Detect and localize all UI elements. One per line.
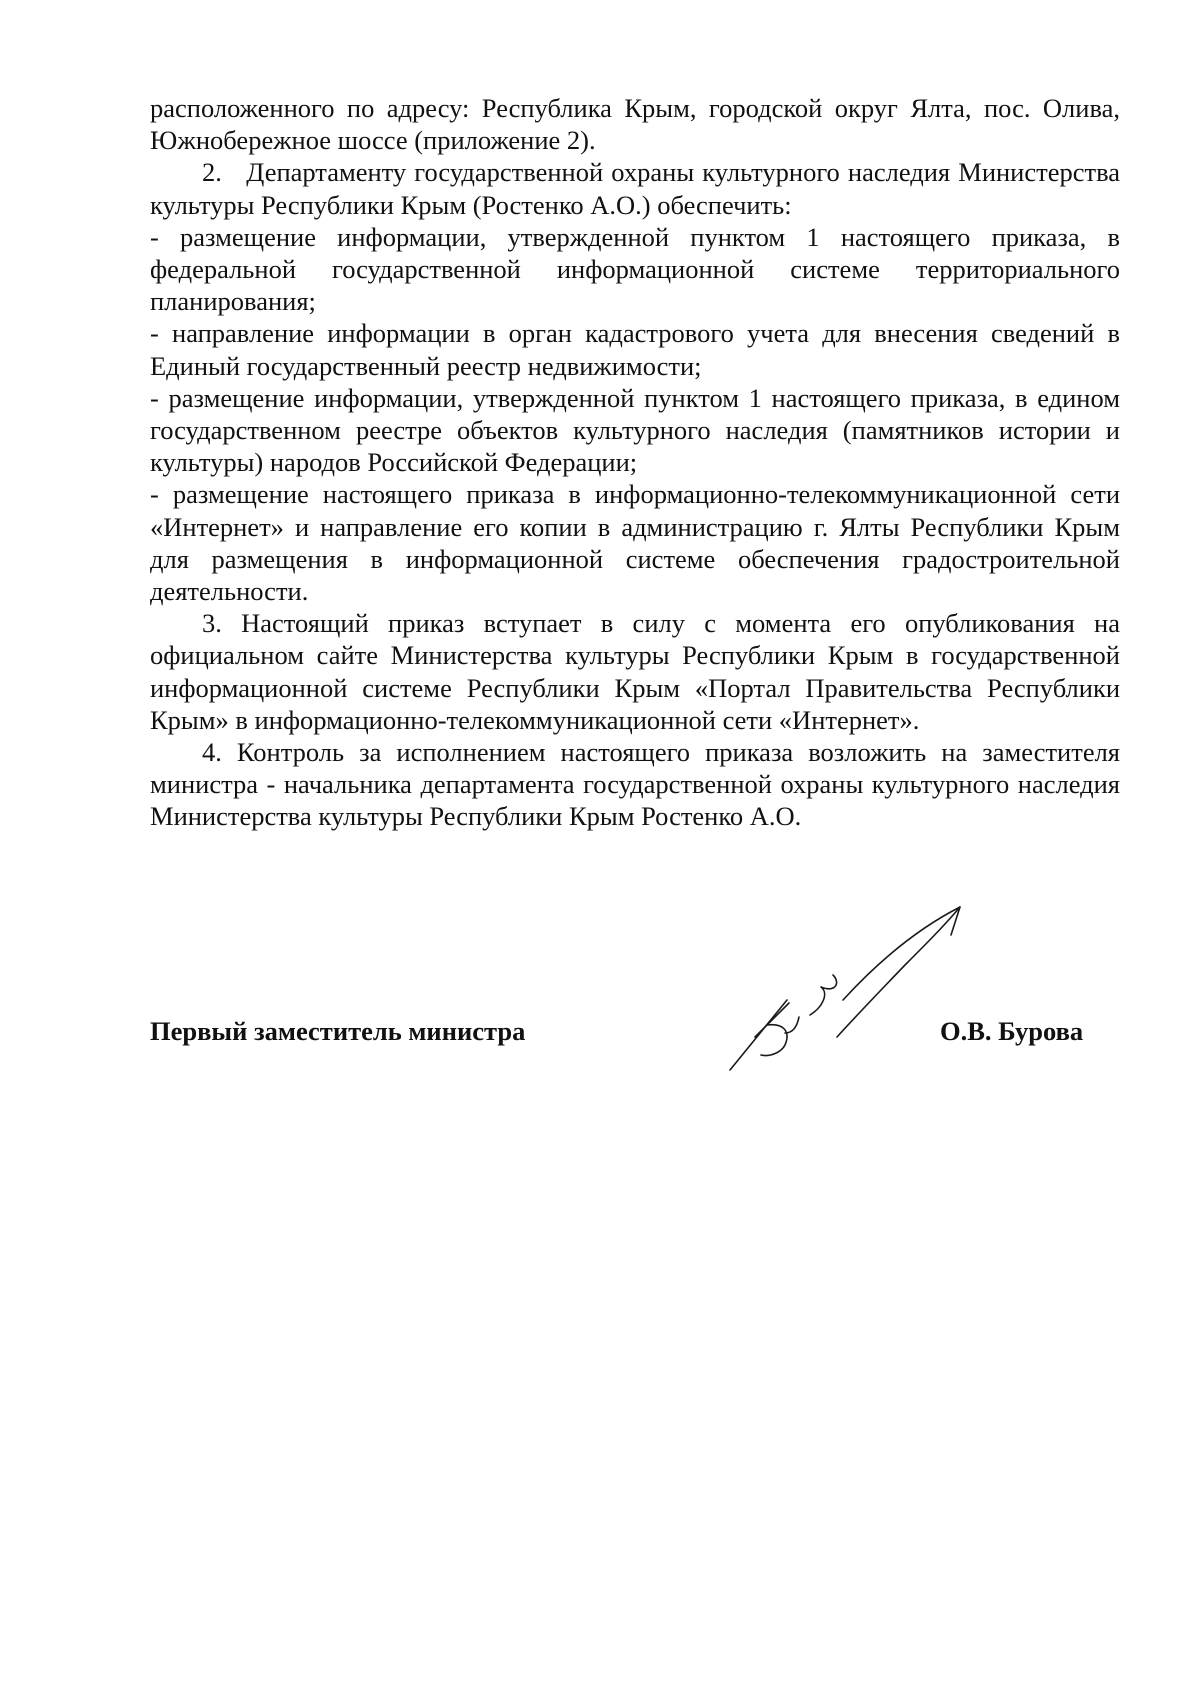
signature-block: [150, 1016, 1120, 1056]
document-body: [150, 92, 1120, 833]
paragraph-item-2-bullet-2: - направление информации в орган кадастрового учета для внесения сведений в Единый государственный реестр недвижимости;: [150, 318, 1120, 381]
paragraph-item-4: 4. Контроль за исполнением настоящего приказа возложить на заместителя министра - начальника департамента государственной охраны культурного наследия Министерства культуры Республики Крым Ростенко А.О.: [150, 737, 1120, 832]
paragraph-item-3: 3. Настоящий приказ вступает в силу с момента его опубликования на официальном сайте Министерства культуры Республики Крым в государственной информационной системе Республики Крым «Портал Правительства Республики Крым» в информационно-телекоммуникационной сети «Интернет».: [150, 608, 1120, 735]
signatory-position: Первый заместитель министра: [150, 1016, 526, 1046]
paragraph-item-2: 2. Департаменту государственной охраны культурного наследия Министерства культуры Республики Крым (Ростенко А.О.) обеспечить:: [150, 157, 1120, 220]
signatory-name: О.В. Бурова: [940, 1016, 1084, 1046]
paragraph-item-2-bullet-1: - размещение информации, утвержденной пунктом 1 настоящего приказа, в федеральной государственной информационной системе территориального планирования;: [150, 221, 1120, 317]
paragraph-item-2-bullet-3: - размещение информации, утвержденной пунктом 1 настоящего приказа, в едином государственном реестре объектов культурного наследия (памятников истории и культуры) народов Российской Федерации;: [150, 382, 1120, 478]
paragraph-address-continuation: расположенного по адресу: Республика Крым, городской округ Ялта, пос. Олива, Южнобережное шоссе (приложение 2).: [150, 93, 1120, 156]
paragraph-item-2-bullet-4: - размещение настоящего приказа в информационно-телекоммуникационной сети «Интернет» и направление его копии в администрацию г. Ялты Республики Крым для размещения в информационной системе обеспечения градостроительной деятельности.: [150, 479, 1120, 607]
